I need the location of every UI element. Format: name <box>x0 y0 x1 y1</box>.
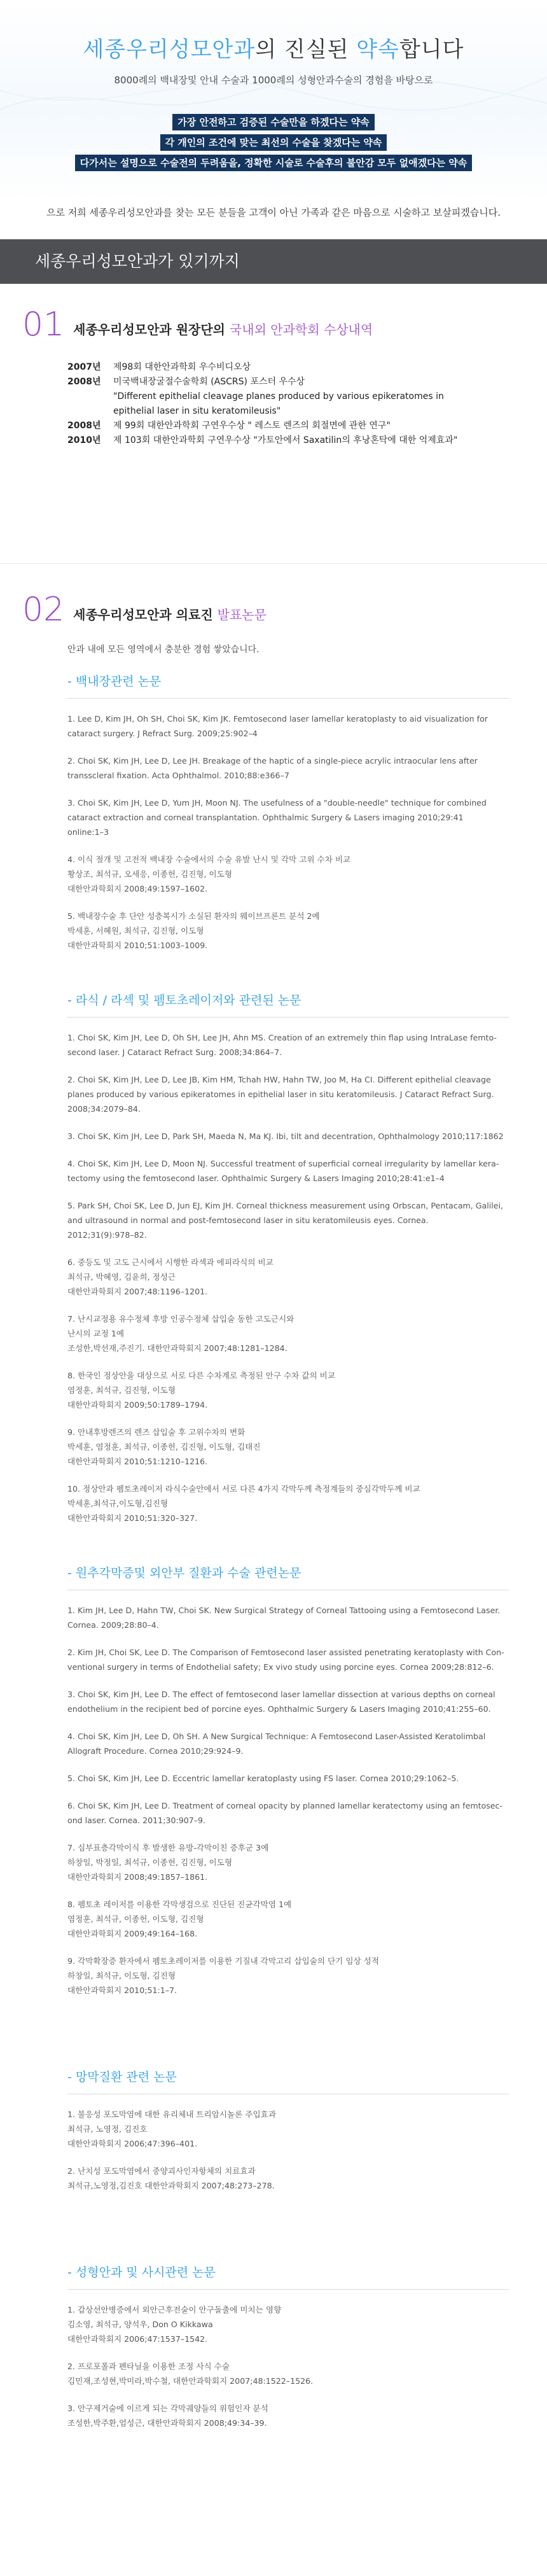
paper-reference <box>67 1798 522 1828</box>
awards-section <box>0 284 547 564</box>
promise-highlight: 가장 안전하고 검증된 수술만을 하겠다는 약속 <box>172 114 374 130</box>
award-line: "Different epithelial cleavage planes produced by various epikeratomes in epithelial laser in situ keratomileusis" <box>113 391 444 416</box>
paper-list <box>0 1030 547 1525</box>
paper-reference <box>67 909 522 953</box>
paper-reference <box>67 1771 522 1786</box>
reference-line: 대한안과학회지 2010;51:1003–1009. <box>67 941 208 950</box>
paper-list <box>0 2302 547 2430</box>
paper-list <box>0 711 547 953</box>
award-description <box>113 419 469 433</box>
reference-line: 4. 이식 절개 및 고전적 백내장 수술에서의 수술 유발 난시 및 각막 고위 수차 비교 <box>67 855 351 864</box>
reference-line: 7. 심부표층각막이식 후 발생한 유방-각막이친 증후군 3예 <box>67 1843 269 1852</box>
award-year: 2007년 <box>67 362 101 372</box>
reference-line: 조성한,박주환,엄성근, 대한안과학회지 2008;49:34–39. <box>67 2418 267 2428</box>
reference-line: 대한안과학회지 2010;51:1–7. <box>67 1985 177 1995</box>
paper-reference <box>67 2302 522 2346</box>
paper-category-title: - 백내장관련 논문 <box>67 675 162 689</box>
award-row <box>67 360 547 375</box>
paper-reference <box>67 852 522 896</box>
reference-line: 조성한,박선재,주진기. 대한안과학회지 2007;48:1281–1284. <box>67 1343 287 1353</box>
reference-line: 6. 중등도 및 고도 근시에서 시행한 라섹과 에피라식의 비교 <box>67 1257 274 1267</box>
papers-lead-text: 안과 내에 모든 영역에서 충분한 경험 쌓았습니다. <box>67 645 260 655</box>
reference-line: 3. Choi SK, Kim JH, Lee D, Park SH, Maeda N, Ma KJ. Ibi, tilt and decentration, Ophthalmology 2010;117:1862 <box>67 1131 504 1141</box>
category-divider <box>67 698 509 699</box>
paper-reference <box>67 1368 522 1412</box>
paper-reference <box>67 1687 522 1716</box>
reference-line: 난시의 교정 1예 <box>67 1329 125 1338</box>
paper-reference <box>67 1603 522 1632</box>
reference-line: planes produced by various epikeratomes in epithelial laser in situ keratomileusis. J Cataract Refract Surg. <box>67 1089 494 1099</box>
award-description <box>113 375 469 419</box>
reference-line: 대한안과학회지 2010;51:1210–1216. <box>67 1457 208 1466</box>
paper-reference <box>67 1255 522 1299</box>
reference-line: 염정훈, 최석규, 김진형, 이도형 <box>67 1385 176 1395</box>
reference-line: 3. Choi SK, Kim JH, Lee D. The effect of femtosecond laser lamellar dissection at various depths on corneal <box>67 1690 495 1699</box>
reference-line: and ultrasound in normal and post-femtosecond laser in situ keratomileusis eyes. Cornea. <box>67 1215 429 1225</box>
reference-line: Cornea. 2009;28:80–4. <box>67 1620 159 1630</box>
paper-reference <box>67 1425 522 1469</box>
paper-reference <box>67 1129 522 1144</box>
paper-reference <box>67 1481 522 1525</box>
section-title: 세종우리성모안과 의료진 발표논문 <box>73 607 267 622</box>
promise-highlight: 각 개인의 조건에 맞는 최선의 수술을 찾겠다는 약속 <box>160 134 387 151</box>
reference-line: 대한안과학회지 2007;48:1196–1201. <box>67 1287 208 1296</box>
paper-reference <box>67 1312 522 1355</box>
reference-line: 최석규, 박혜영, 김윤희, 정성근 <box>67 1272 176 1282</box>
paper-reference <box>67 1198 522 1242</box>
paper-reference <box>67 1645 522 1674</box>
award-history-list <box>0 360 547 448</box>
reference-line: 1. Choi SK, Kim JH, Lee D, Oh SH, Lee JH, Ahn MS. Creation of an extremely thin flap using IntraLase femto- <box>67 1033 497 1042</box>
reference-line: 9. 각막확장증 환자에서 펨토초레이저를 이용한 기질내 각막고리 삽입술의 단기 임상 성적 <box>67 1956 380 1966</box>
reference-line: 대한안과학회지 2008;49:1597–1602. <box>67 884 208 893</box>
reference-line: 대한안과학회지 2008;49:1857–1861. <box>67 1872 208 1882</box>
intro-text: 으로 저희 세종우리성모안과를 찾는 모든 분들을 고객이 아닌 가족과 같은 마음으로 시술하고 보살피겠습니다. <box>46 207 501 218</box>
category-divider <box>67 1017 509 1018</box>
reference-line: 최석규,노영정,김진호 대한안과학회지 2007;48:273–278. <box>67 2181 275 2190</box>
hero-headline: 세종우리성모안과의 진실된 약속합니다 <box>83 37 464 62</box>
reference-line: 하창일, 박정일, 최석규, 이종헌, 김진형, 이도형 <box>67 1858 233 1867</box>
reference-line: 1. Lee D, Kim JH, Oh SH, Choi SK, Kim JK. Femtosecond laser lamellar keratoplasty to aid visualization for <box>67 714 488 724</box>
reference-line: 황상조, 최석규, 오세응, 이종헌, 김진형, 이도형 <box>67 869 233 879</box>
reference-line: 2. 난치성 포도막염에서 중양괴사인자항체의 치료효과 <box>67 2166 256 2176</box>
paper-category-title: - 라식 / 라섹 및 펨토초레이저와 관련된 논문 <box>67 993 301 1007</box>
section-title: 세종우리성모안과 원장단의 국내외 안과학회 수상내역 <box>73 322 373 337</box>
category-divider <box>67 2289 509 2290</box>
reference-line: 최석규, 노영정, 김진호 <box>67 2124 148 2134</box>
award-line: 미국백내장굴절수술학회 (ASCRS) 포스터 우수상 <box>113 377 305 387</box>
reference-line: 2. Choi SK, Kim JH, Lee D, Lee JB, Kim HM, Tchah HW, Hahn TW, Joo M, Ha CI. Different epithelial cleavage <box>67 1075 491 1084</box>
reference-line: 대한안과학회지 2009;49:164–168. <box>67 1929 198 1938</box>
paper-reference <box>67 1729 522 1758</box>
reference-line: 박세훈, 서혜원, 최석규, 김진형, 이도형 <box>67 926 204 935</box>
paper-reference <box>67 1954 522 1998</box>
paper-reference <box>67 2359 522 2388</box>
reference-line: 4. Choi SK, Kim JH, Lee D, Moon NJ. Successful treatment of superficial corneal irregularity by lamellar kera- <box>67 1159 499 1168</box>
paper-reference <box>67 1072 522 1116</box>
reference-line: 박세훈,최석규,이도형,김진형 <box>67 1499 168 1508</box>
award-line: 제 103회 대한안과학회 구연우수상 "가토안에서 Saxatilin의 후낭혼탁에 대한 억제효과" <box>113 435 458 445</box>
reference-line: 3. 안구제거술에 이르게 되는 각막궤양들의 위험인자 분석 <box>67 2404 268 2413</box>
reference-line: 2012;31(9):978–82. <box>67 1230 147 1240</box>
paper-reference <box>67 2107 522 2151</box>
award-year: 2010년 <box>67 435 101 445</box>
reference-line: 8. 펨토초 레이저를 이용한 각막생검으로 진단된 진균각막염 1예 <box>67 1900 292 1909</box>
paper-list <box>0 1603 547 1998</box>
reference-line: 김민재,조성현,박미라,박수철, 대한안과학회지 2007;48:1522–1526. <box>67 2376 314 2386</box>
hero-banner <box>0 0 547 204</box>
reference-line: 대한안과학회지 2009;50:1789–1794. <box>67 1400 208 1410</box>
award-year: 2008년 <box>67 377 101 387</box>
promise-highlight: 다가서는 설명으로 수술전의 두려움을, 정확한 시술로 수술후의 불안감 모두 없애겠다는 약속 <box>75 155 473 171</box>
reference-line: Allograft Procedure. Cornea 2010;29:924–9. <box>67 1746 244 1756</box>
reference-line: 2. 프로포폴과 펜타닐을 이용한 조정 사식 수술 <box>67 2362 230 2371</box>
award-year: 2008년 <box>67 421 101 431</box>
award-row <box>67 375 547 419</box>
section-number: 02 <box>22 591 65 629</box>
reference-line: 1. Kim JH, Lee D, Hahn TW, Choi SK. New Surgical Strategy of Corneal Tattooing using a Femtosecond Laser. <box>67 1606 501 1615</box>
paper-reference <box>67 1897 522 1941</box>
reference-line: 김소영, 최석규, 양석우, Don O Kikkawa <box>67 2320 213 2329</box>
paper-reference <box>67 711 522 741</box>
reference-line: 1. 불응성 포도막염에 대한 유리체내 트리암시놀론 주입효과 <box>67 2110 277 2119</box>
reference-line: 대한안과학회지 2010;51:320–327. <box>67 1513 198 1523</box>
reference-line: 대한안과학회지 2006;47:396–401. <box>67 2139 198 2148</box>
paper-list <box>0 2107 547 2193</box>
reference-line: 10. 정상안과 펨토초레이저 라식수술안에서 서로 다른 4가지 각막두께 측정계들의 중심각막두께 비교 <box>67 1484 420 1494</box>
reference-line: 6. Choi SK, Kim JH, Lee D. Treatment of corneal opacity by planned lamellar keratectomy using an femtosec- <box>67 1801 503 1810</box>
paper-category-title: - 망막질환 관련 논문 <box>67 2070 177 2084</box>
paper-categories <box>0 672 547 2430</box>
award-line: 제98회 대한안과학회 우수비디오상 <box>113 362 251 372</box>
awards-heading <box>0 305 547 344</box>
award-row <box>67 419 547 433</box>
promise-highlights <box>0 112 547 173</box>
reference-line: endothelium in the recipient bed of porcine eyes. Ophthalmic Surgery & Lasers Imaging 2010;41:255–60. <box>67 1704 491 1714</box>
reference-line: 2. Choi SK, Kim JH, Lee D, Lee JH. Breakage of the haptic of a single-piece acrylic intraocular lens after <box>67 756 478 766</box>
papers-heading <box>0 591 547 629</box>
reference-line: 7. 난시교정용 유수정체 후방 인공수정체 삽입술 동한 고도근시와 <box>67 1314 294 1324</box>
section-title-bar: 세종우리성모안과가 있기까지 <box>0 239 547 284</box>
paper-reference <box>67 795 522 839</box>
reference-line: 4. Choi SK, Kim JH, Lee D, Oh SH. A New Surgical Technique: A Femtosecond Laser-Assisted Keratolimbal <box>67 1732 486 1741</box>
papers-section <box>0 564 547 2430</box>
hero-subtitle: 8000례의 백내장및 안내 수술과 1000례의 성형안과수술의 경험을 바탕으로 <box>114 74 433 86</box>
paper-category-title: - 원추각막증및 외안부 질환과 수술 관련논문 <box>67 1566 301 1580</box>
reference-line: 5. 백내장수술 후 단안 성층복시가 소실된 환자의 웨이브프론트 분석 2예 <box>67 911 320 921</box>
paper-reference <box>67 753 522 783</box>
reference-line: cataract extraction and corneal transplantation. Ophthalmic Surgery & Lasers imaging 2010;29:41 <box>67 813 464 822</box>
reference-line: 박세훈, 염정훈, 최석규, 이종헌, 김진형, 이도형, 김태진 <box>67 1442 261 1452</box>
paper-reference <box>67 1030 522 1060</box>
paper-reference <box>67 1156 522 1186</box>
award-row <box>67 433 547 448</box>
award-description <box>113 433 469 448</box>
paper-reference <box>67 2401 522 2430</box>
award-description <box>113 360 469 375</box>
reference-line: 대한안과학회지 2006;47:1537–1542. <box>67 2334 208 2344</box>
reference-line: tectomy using the femtosecond laser. Ophthalmic Surgery & Lasers Imaging 2010;28:41:e1–4 <box>67 1173 445 1183</box>
reference-line: 8. 한국인 정상안을 대상으로 서로 다른 수차계로 측정된 안구 수차 값의 비교 <box>67 1371 336 1380</box>
reference-line: transscleral fixation. Acta Ophthalmol. 2010;88:e366–7 <box>67 771 289 780</box>
section-number: 01 <box>22 305 65 344</box>
award-line: 제 99회 대한안과학회 구연우수상 " 레스토 렌즈의 회절면에 관한 연구" <box>113 421 391 431</box>
reference-line: 9. 안내후방렌즈의 렌즈 삽입술 후 고위수차의 변화 <box>67 1427 246 1437</box>
paper-category-title: - 성형안과 및 사시관련 논문 <box>67 2265 216 2279</box>
paper-reference <box>67 1840 522 1884</box>
reference-line: ond laser. Cornea. 2011;30:907–9. <box>67 1816 206 1825</box>
reference-line: 5. Park SH, Choi SK, Lee D, Jun EJ, Kim JH. Corneal thickness measurement using Orbscan, Pentacam, Galilei, <box>67 1201 504 1210</box>
reference-line: online:1–3 <box>67 827 109 837</box>
reference-line: 1. 갑상선안병증에서 외안근후전술이 안구돌출에 미치는 영향 <box>67 2305 282 2314</box>
reference-line: 2. Kim JH, Choi SK, Lee D. The Comparison of Femtosecond laser assisted penetrating keratoplasty with Con- <box>67 1648 504 1657</box>
reference-line: 하창일, 최석규, 이도형, 김진형 <box>67 1971 176 1980</box>
paper-reference <box>67 2164 522 2193</box>
reference-line: cataract surgery. J Refract Surg. 2009;25:902–4 <box>67 729 258 738</box>
reference-line: second laser. J Cataract Refract Surg. 2008;34:864–7. <box>67 1047 282 1057</box>
reference-line: 5. Choi SK, Kim JH, Lee D. Eccentric lamellar keratoplasty using FS laser. Cornea 2010;29:1062–5. <box>67 1774 459 1783</box>
reference-line: 2008;34:2079–84. <box>67 1104 141 1114</box>
reference-line: 3. Choi SK, Kim JH, Lee D, Yum JH, Moon NJ. The usefulness of a "double-needle" technique for combined <box>67 798 487 808</box>
reference-line: 염정훈, 최석규, 이종헌, 이도형, 김진형 <box>67 1914 204 1924</box>
reference-line: ventional surgery in terms of Endothelial safety; Ex vivo study using porcine eyes. Cornea 2009;28:812–6. <box>67 1662 494 1672</box>
